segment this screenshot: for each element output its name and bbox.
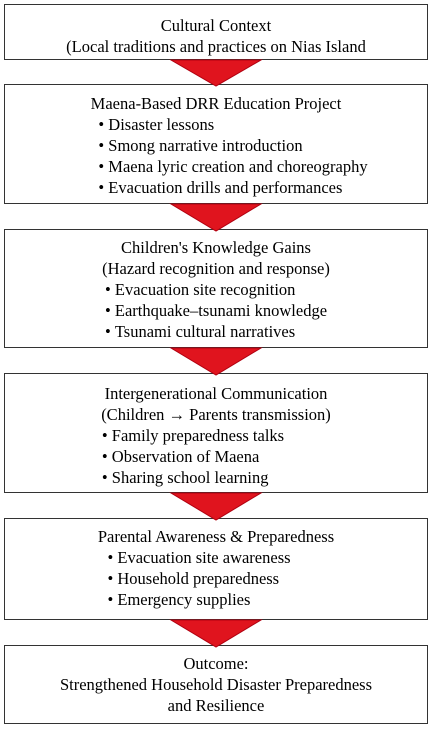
list-item: • Family preparedness talks <box>102 425 284 446</box>
arrow-down-icon <box>171 60 261 86</box>
list-item: • Maena lyric creation and choreography <box>98 156 367 177</box>
box-title: Parental Awareness & Preparedness <box>97 527 335 546</box>
bullet-list <box>98 114 367 198</box>
box-parental-awareness <box>4 518 428 620</box>
arrow-down-icon <box>171 620 261 647</box>
bullet-list <box>107 547 290 610</box>
list-item: • Emergency supplies <box>107 589 290 610</box>
box-title: Maena-Based DRR Education Project <box>90 94 342 113</box>
box-title: Outcome: <box>183 654 249 673</box>
box-cultural-context <box>4 4 428 60</box>
list-item: • Observation of Maena <box>102 446 284 467</box>
list-item: • Earthquake–tsunami knowledge <box>105 300 327 321</box>
box-subtitle: (Local traditions and practices on Nias Island <box>66 37 366 56</box>
box-subtitle: (Children → Parents transmission) <box>101 405 331 424</box>
box-title: Cultural Context <box>160 16 272 35</box>
box-subtitle: (Hazard recognition and response) <box>102 259 330 278</box>
arrow-down-icon <box>171 493 261 520</box>
list-item: • Evacuation site awareness <box>107 547 290 568</box>
box-outcome <box>4 645 428 724</box>
box-maena-project <box>4 84 428 204</box>
list-item: • Evacuation site recognition <box>105 279 327 300</box>
box-children-knowledge <box>4 229 428 348</box>
box-subtitle: Strengthened Household Disaster Preparedness <box>59 675 373 694</box>
bullet-list <box>105 279 327 342</box>
arrow-down-icon <box>171 204 261 231</box>
list-item: • Smong narrative introduction <box>98 135 367 156</box>
box-line3: and Resilience <box>167 696 265 715</box>
list-item: • Disaster lessons <box>98 114 367 135</box>
list-item: • Sharing school learning <box>102 467 284 488</box>
box-title: Intergenerational Communication <box>104 384 328 403</box>
box-title: Children's Knowledge Gains <box>121 238 311 257</box>
bullet-list <box>102 425 284 488</box>
box-intergenerational-communication <box>4 373 428 493</box>
list-item: • Tsunami cultural narratives <box>105 321 327 342</box>
list-item: • Evacuation drills and performances <box>98 177 367 198</box>
arrow-down-icon <box>171 348 261 375</box>
list-item: • Household preparedness <box>107 568 290 589</box>
